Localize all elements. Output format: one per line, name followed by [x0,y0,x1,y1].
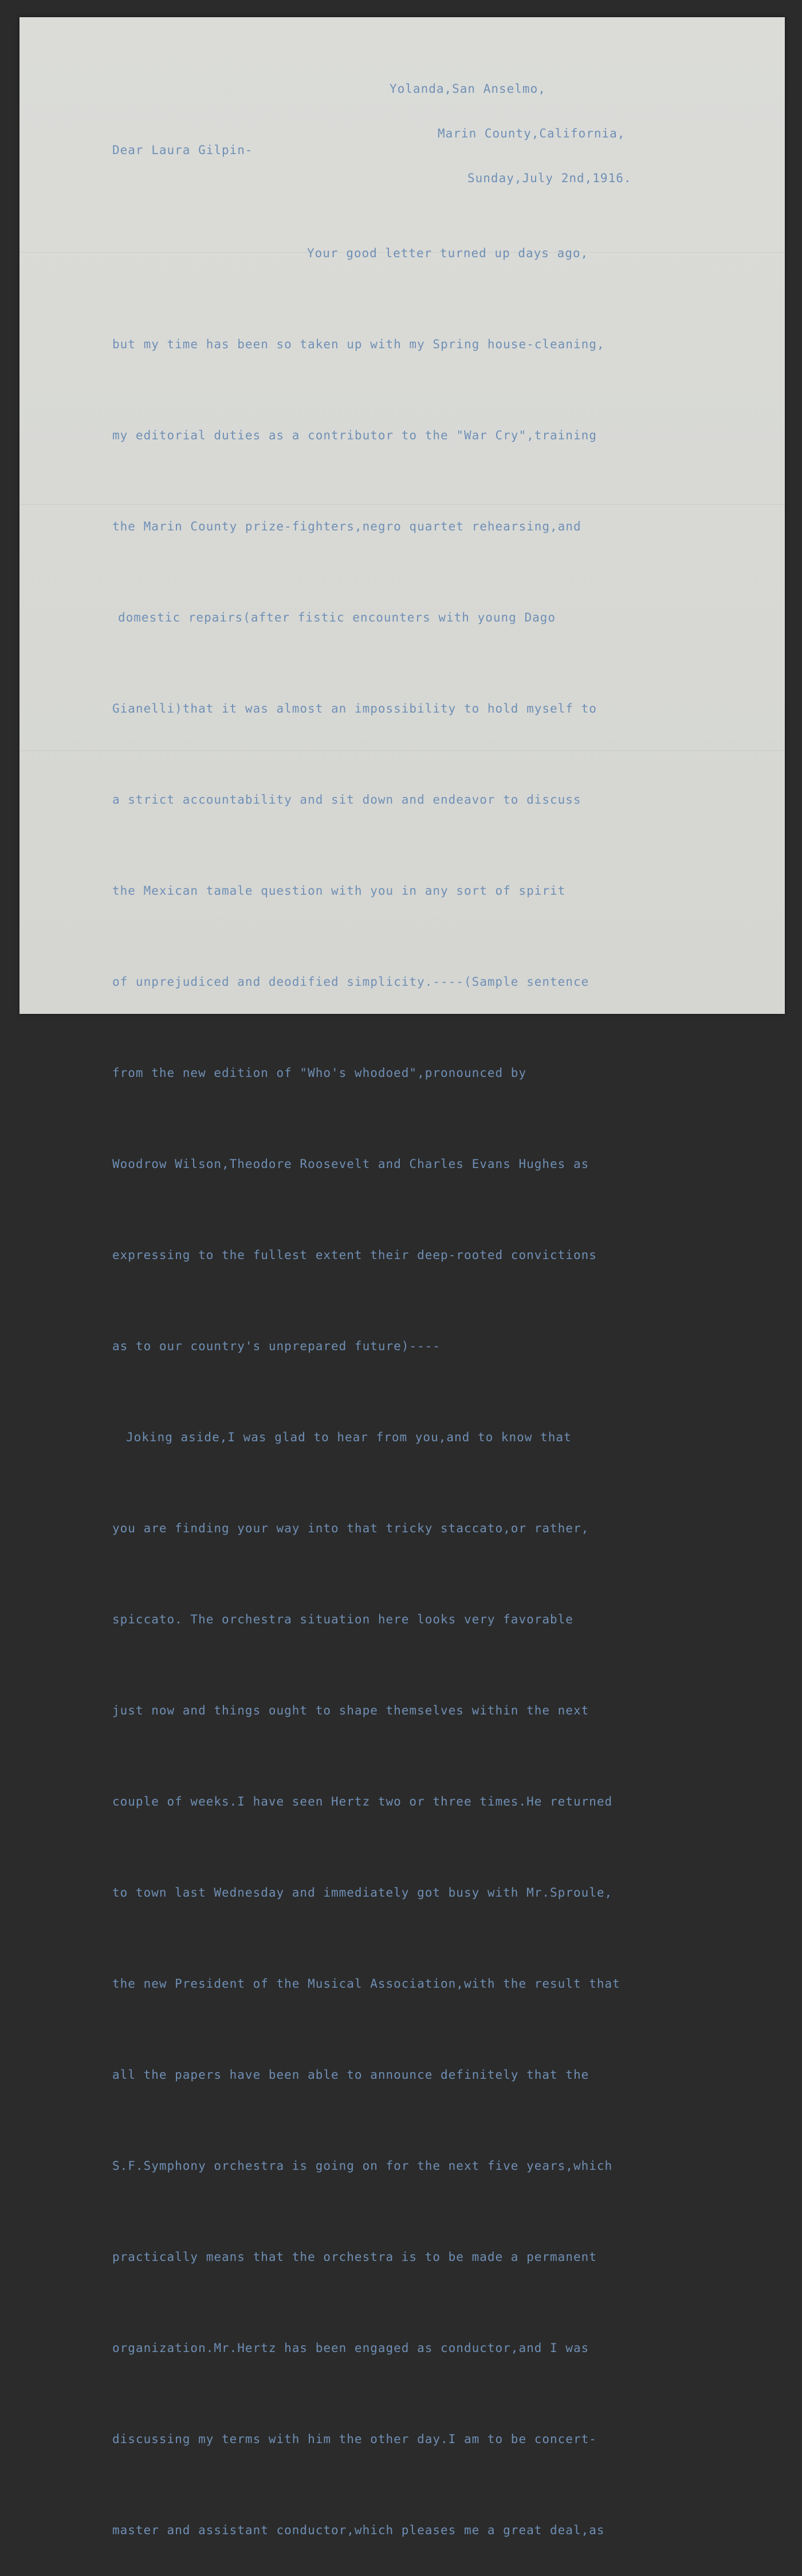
body-line: expressing to the fullest extent their deep-rooted convictions [112,1248,597,1262]
body-line: Your good letter turned up days ago, [307,246,589,260]
address-line: Yolanda,San Anselmo, [390,82,546,96]
body-line: you are finding your way into that tricky staccato,or rather, [112,1521,589,1535]
body-line: Woodrow Wilson,Theodore Roosevelt and Charles Evans Hughes as [112,1157,589,1171]
body-line: a strict accountability and sit down and endeavor to discuss [112,793,581,807]
body-line: the Marin County prize-fighters,negro quartet rehearsing,and [112,520,581,533]
body-line: master and assistant conductor,which pleases me a great deal,as [112,2523,605,2537]
body-line: of unprejudiced and deodified simplicity.----(Sample sentence [112,975,589,989]
body-line: the Mexican tamale question with you in any sort of spirit [112,884,566,898]
body-line: discussing my terms with him the other day.I am to be concert- [112,2432,597,2446]
body-line: domestic repairs(after fistic encounters with young Dago [118,611,556,624]
body-line: my editorial duties as a contributor to the "War Cry",training [112,428,597,442]
body-line: Gianelli)that it was almost an impossibility to hold myself to [112,702,597,715]
body-line: to town last Wednesday and immediately got busy with Mr.Sproule, [112,1886,613,1899]
body-line: from the new edition of "Who's whodoed",pronounced by [112,1066,527,1080]
body-line: as to our country's unprepared future)---- [112,1339,441,1353]
body-line: practically means that the orchestra is to be made a permanent [112,2250,597,2264]
body-line: spiccato. The orchestra situation here looks very favorable [112,1613,573,1626]
body-line: Joking aside,I was glad to hear from you,and to know that [126,1430,572,1444]
body-line: just now and things ought to shape themselves within the next [112,1704,589,1717]
body-line: the new President of the Musical Association,with the result that [112,1977,620,1991]
address-line: Sunday,July 2nd,1916. [467,171,632,185]
salutation: Dear Laura Gilpin- [112,143,253,157]
letter-body [112,178,620,2576]
address-line: Marin County,California, [438,127,626,140]
body-line: S.F.Symphony orchestra is going on for the next five years,which [112,2159,613,2173]
body-line: organization.Mr.Hertz has been engaged as conductor,and I was [112,2341,589,2355]
body-line: all the papers have been able to announce definitely that the [112,2068,589,2082]
body-line: but my time has been so taken up with my Spring house-cleaning, [112,337,605,351]
body-line: couple of weeks.I have seen Hertz two or three times.He returned [112,1795,613,1808]
